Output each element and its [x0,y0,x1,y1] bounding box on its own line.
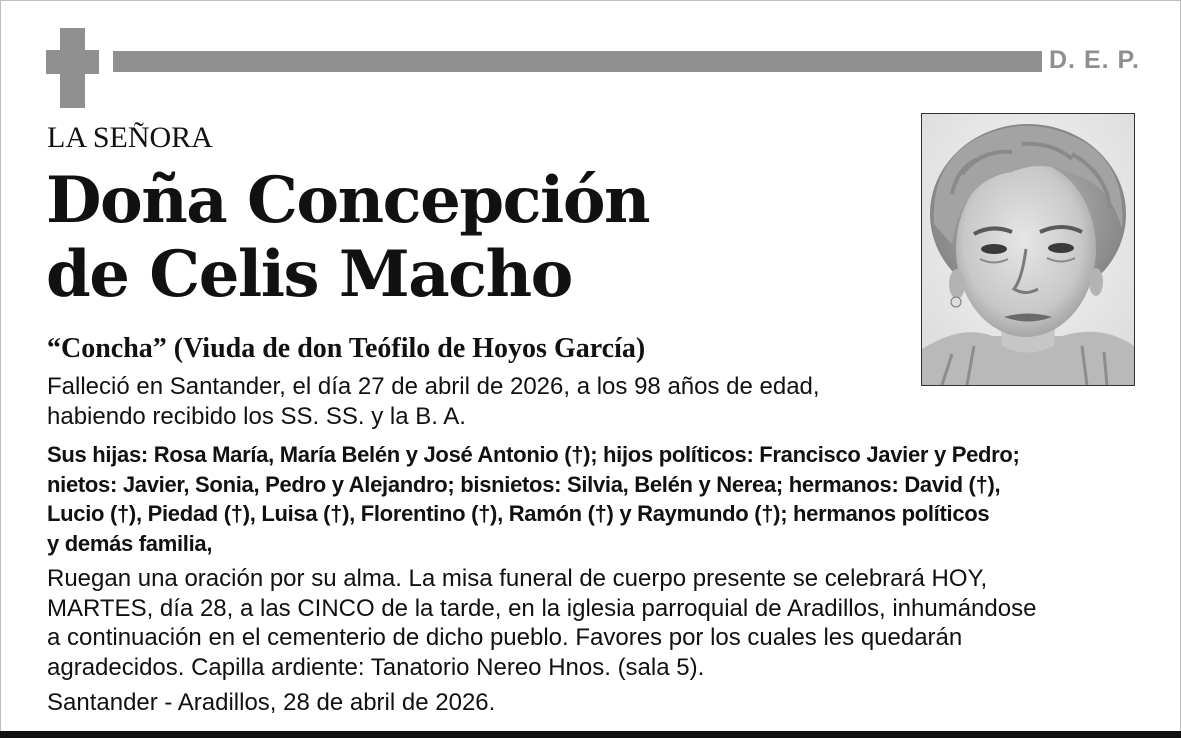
death-notice-line-1: Falleció en Santander, el día 27 de abril de 2026, a los 98 años de edad, [47,373,820,400]
honorific-label: LA SEÑORA [47,121,213,154]
family-line-4: y demás familia, [47,530,213,556]
place-date: Santander - Aradillos, 28 de abril de 2026. [47,689,496,716]
service-details [47,564,1147,682]
cross-icon-arm [46,50,99,74]
deceased-name [46,164,649,312]
family-list [47,440,1142,558]
nickname-subtitle: “Concha” (Viuda de don Teófilo de Hoyos García) [47,333,646,364]
service-line-3: a continuación en el cementerio de dicho pueblo. Favores por los cuales les quedarán [47,624,963,651]
portrait-photo [921,113,1135,386]
dep-label: D. E. P. [1049,46,1140,74]
death-notice [47,372,897,431]
service-line-4: agradecidos. Capilla ardiente: Tanatorio Nereo Hnos. (sala 5). [47,653,705,681]
family-line-2: nietos: Javier, Sonia, Pedro y Alejandro; bisnietos: Silvia, Belén y Nerea; hermanos: David (†), [47,471,1001,497]
name-line-1: Doña Concepción [46,163,650,238]
service-line-1: Ruegan una oración por su alma. La misa funeral de cuerpo presente se celebrará HOY, [47,565,988,592]
header-bar [113,51,1042,72]
bottom-rule [0,731,1181,738]
service-line-2: MARTES, día 28, a las CINCO de la tarde, en la iglesia parroquial de Aradillos, inhumándose [47,594,1037,622]
portrait-illustration [922,114,1134,385]
family-line-1: Sus hijas: Rosa María, María Belén y José Antonio (†); hijos políticos: Francisco Javier y Pedro; [47,442,1020,467]
death-notice-line-2: habiendo recibido los SS. SS. y la B. A. [47,402,466,430]
name-line-2: de Celis Macho [46,237,572,312]
family-line-3: Lucio (†), Piedad (†), Luisa (†), Florentino (†), Ramón (†) y Raymundo (†); hermanos políticos [47,501,990,526]
